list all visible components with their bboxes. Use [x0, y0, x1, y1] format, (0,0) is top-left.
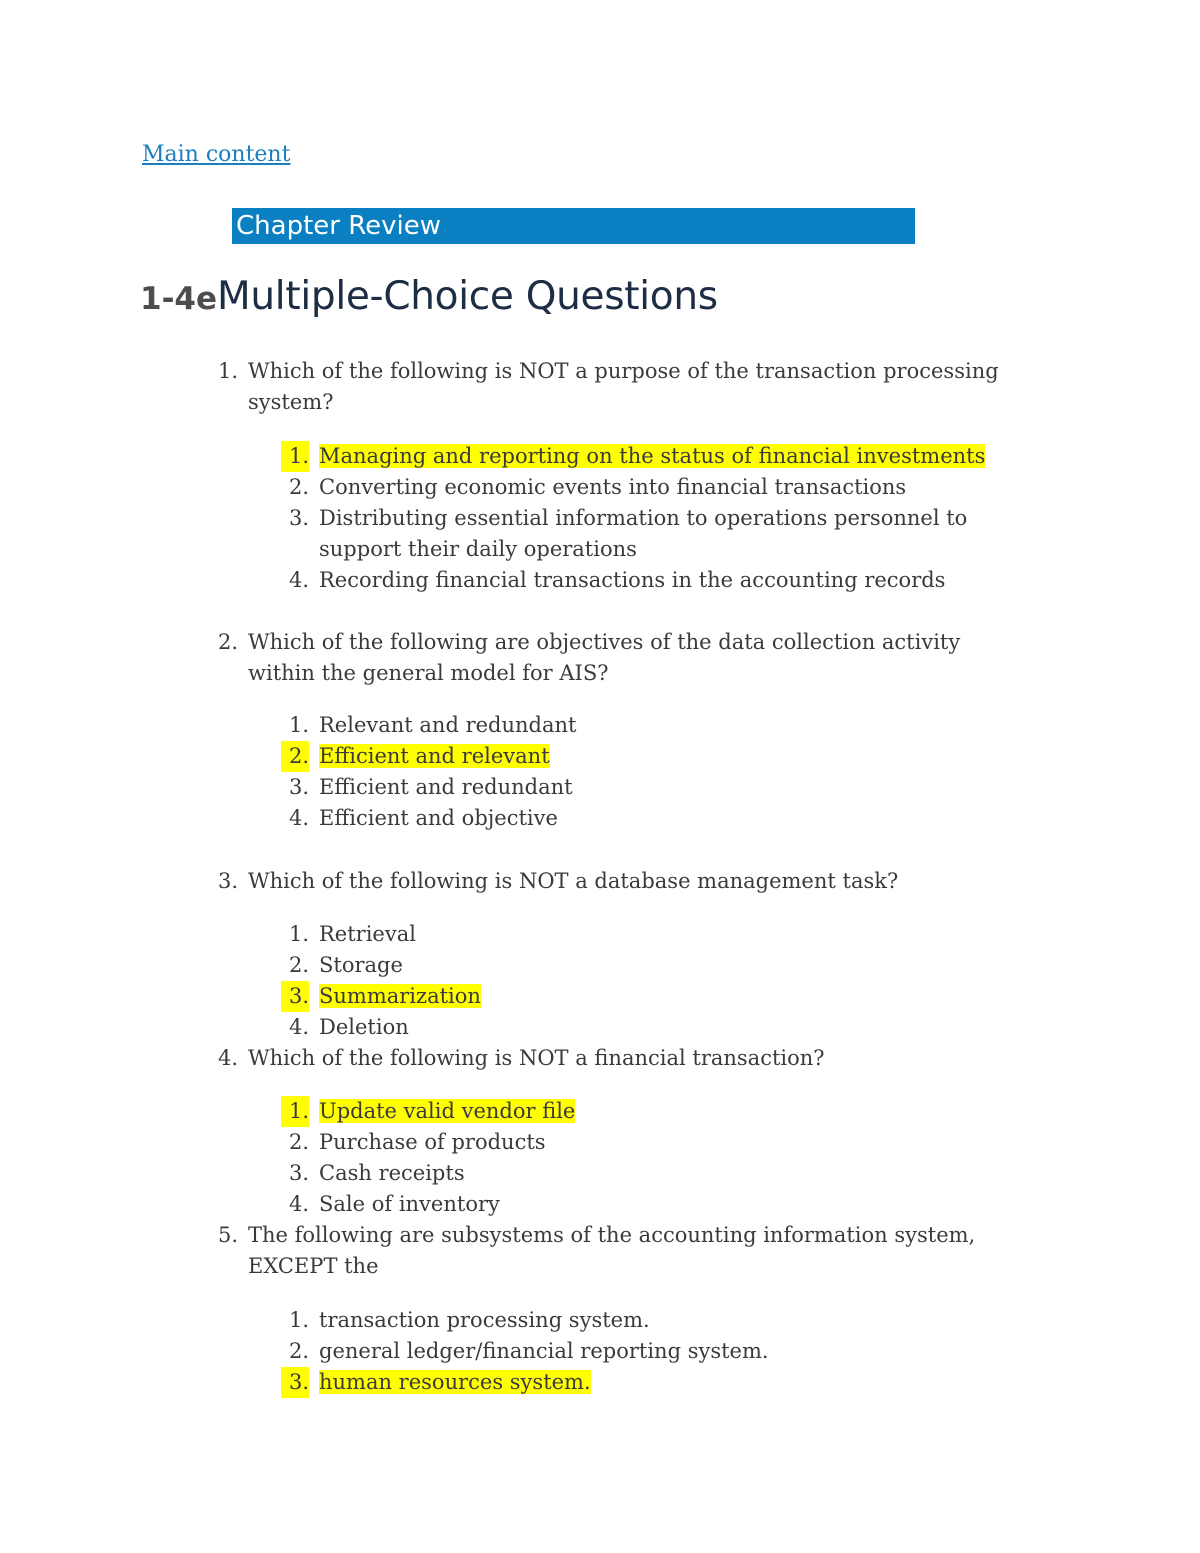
option-text: general ledger/financial reporting system. — [319, 1339, 769, 1363]
option-number: 4. — [288, 568, 309, 592]
question-3 — [217, 866, 899, 897]
option-text: Efficient and objective — [319, 806, 558, 830]
section-title: Multiple-Choice Questions — [217, 274, 718, 319]
option-number: 2. — [288, 953, 309, 977]
option-number: 3. — [281, 981, 309, 1012]
option-text: Converting economic events into financial transactions — [319, 475, 907, 499]
main-content-link[interactable]: Main content — [142, 142, 291, 167]
question-text-line: Which of the following are objectives of the data collection activity — [248, 630, 961, 654]
option-number: 2. — [288, 475, 309, 499]
option-number: 3. — [281, 1367, 309, 1398]
option-text: Distributing essential information to operations personnel to — [319, 506, 968, 530]
option-number: 4. — [288, 806, 309, 830]
q2-option-2 — [288, 741, 550, 772]
option-number: 2. — [288, 1130, 309, 1154]
q4-option-4 — [288, 1189, 500, 1220]
question-4 — [217, 1043, 825, 1074]
q5-option-1 — [288, 1305, 650, 1336]
option-number: 3. — [288, 775, 309, 799]
question-number: 2. — [217, 630, 238, 654]
option-text: Sale of inventory — [319, 1192, 500, 1216]
option-text: Summarization — [319, 984, 481, 1008]
option-text: support their daily operations — [319, 537, 637, 561]
option-text: Retrieval — [319, 922, 416, 946]
option-number: 2. — [288, 1339, 309, 1363]
section-number: 1-4e — [140, 281, 218, 317]
question-number: 1. — [217, 359, 238, 383]
option-number: 1. — [288, 713, 309, 737]
question-text-line: system? — [248, 390, 334, 414]
option-number: 1. — [288, 922, 309, 946]
q2-option-1 — [288, 710, 577, 741]
q5-option-2 — [288, 1336, 769, 1367]
option-number: 3. — [288, 506, 309, 530]
option-text: Deletion — [319, 1015, 409, 1039]
option-number: 1. — [281, 1096, 309, 1127]
section-heading — [140, 274, 718, 330]
question-number: 4. — [217, 1046, 238, 1070]
option-text: Purchase of products — [319, 1130, 546, 1154]
option-text: Storage — [319, 953, 403, 977]
option-number: 1. — [281, 441, 309, 472]
q3-option-2 — [288, 950, 403, 981]
q4-option-2 — [288, 1127, 546, 1158]
question-number: 3. — [217, 869, 238, 893]
option-number: 3. — [288, 1161, 309, 1185]
q3-option-4 — [288, 1012, 409, 1043]
q5-option-3 — [288, 1367, 591, 1398]
q1-option-2 — [288, 472, 907, 503]
question-1 — [217, 356, 999, 418]
q1-option-1 — [288, 441, 986, 472]
q4-option-3 — [288, 1158, 465, 1189]
question-text-line: Which of the following is NOT a financial transaction? — [248, 1046, 825, 1070]
option-text: Relevant and redundant — [319, 713, 577, 737]
question-number: 5. — [217, 1223, 238, 1247]
question-text-line: Which of the following is NOT a database management task? — [248, 869, 899, 893]
option-text: Managing and reporting on the status of financial investments — [319, 444, 986, 468]
option-number: 2. — [281, 741, 309, 772]
option-text: Update valid vendor file — [319, 1099, 576, 1123]
option-number: 4. — [288, 1015, 309, 1039]
q2-option-4 — [288, 803, 558, 834]
question-5 — [217, 1220, 976, 1282]
question-text-line: The following are subsystems of the accounting information system, — [248, 1223, 976, 1247]
option-text: Recording financial transactions in the accounting records — [319, 568, 946, 592]
chapter-review-label: Chapter Review — [236, 211, 441, 241]
q1-option-4 — [288, 565, 946, 596]
option-text: Cash receipts — [319, 1161, 465, 1185]
option-number: 1. — [288, 1308, 309, 1332]
q4-option-1 — [288, 1096, 576, 1127]
question-text-line: within the general model for AIS? — [248, 661, 609, 685]
option-text: Efficient and relevant — [319, 744, 550, 768]
q2-option-3 — [288, 772, 573, 803]
question-2 — [217, 627, 961, 689]
option-number: 4. — [288, 1192, 309, 1216]
question-text-line: Which of the following is NOT a purpose of the transaction processing — [248, 359, 999, 383]
q1-option-3 — [288, 503, 968, 565]
option-text: transaction processing system. — [319, 1308, 650, 1332]
q3-option-3 — [288, 981, 481, 1012]
question-text-line: EXCEPT the — [248, 1254, 379, 1278]
q3-option-1 — [288, 919, 416, 950]
option-text: human resources system. — [319, 1370, 591, 1394]
option-text: Efficient and redundant — [319, 775, 573, 799]
